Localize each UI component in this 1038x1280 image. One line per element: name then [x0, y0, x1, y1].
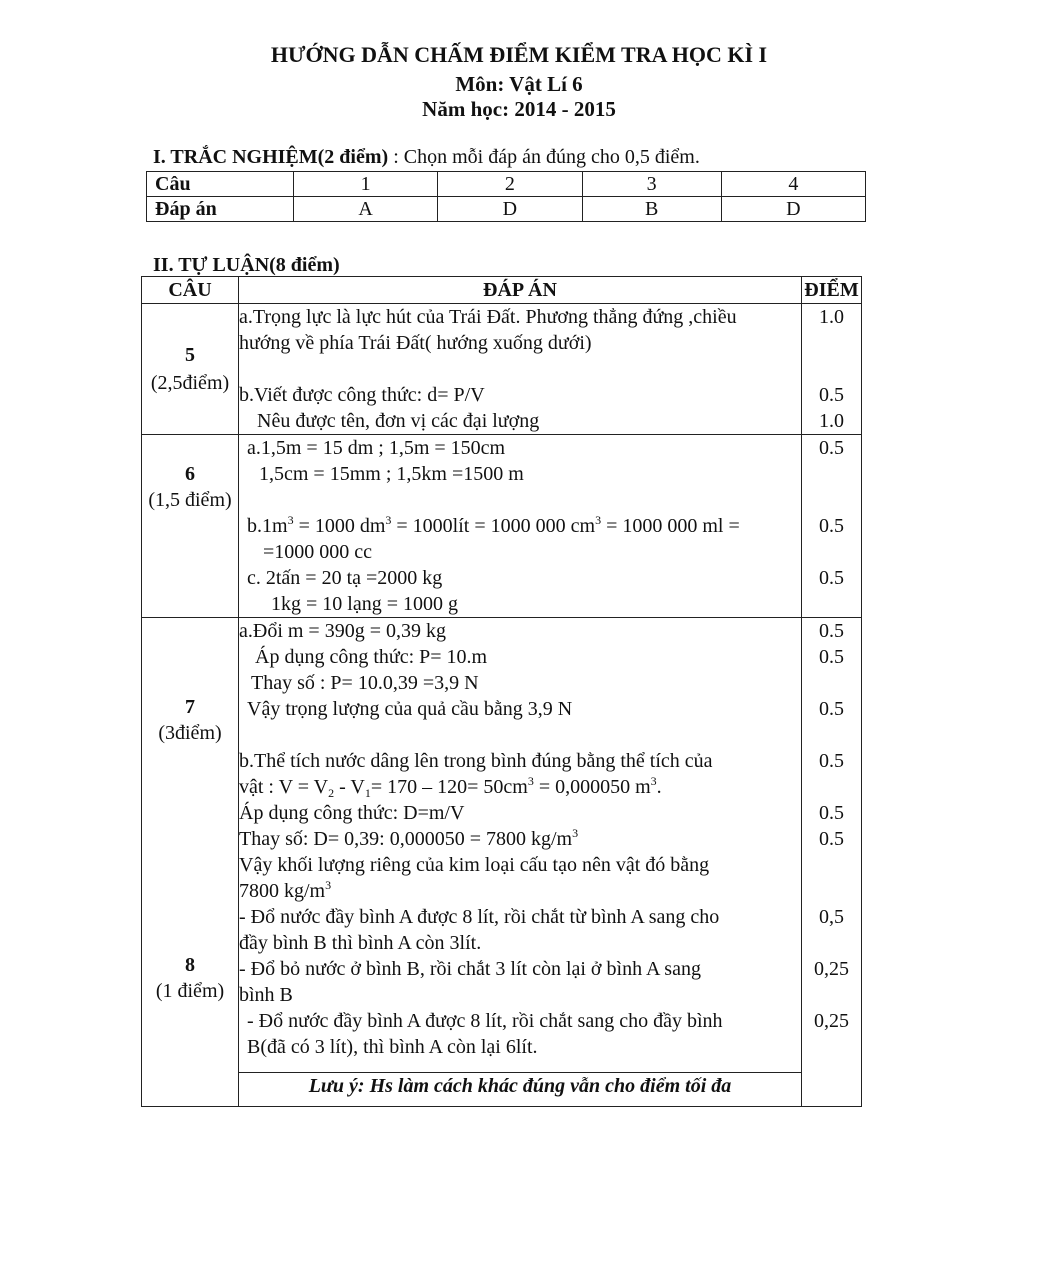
- answer-line: $b.1m^3 = 1000$ $dm^3$ = 1000lít = 1000 000 $cm^3 = 1000$ 000 ml =: [247, 513, 740, 537]
- question-points: (3điểm): [158, 722, 222, 744]
- question-5-row: [142, 304, 862, 435]
- answer-line: 7800 $kg/m^3$: [239, 878, 332, 902]
- point-value: 1.0: [819, 306, 844, 328]
- point-value: 0.5: [819, 698, 844, 720]
- point-value: 0.5: [819, 567, 844, 589]
- answer-line: 1kg = 10 lạng = 1000 g: [271, 593, 458, 615]
- point-value: 0,25: [814, 1010, 849, 1032]
- col-question-header: CÂU: [142, 277, 239, 304]
- point-value: 0.5: [819, 802, 844, 824]
- question-number: 5: [185, 344, 195, 366]
- essay-header-row: [142, 277, 862, 304]
- point-value: 0.5: [819, 828, 844, 850]
- subject-line: Môn: Vật Lí 6: [455, 72, 583, 96]
- grading-note: Lưu ý: Hs làm cách khác đúng vẫn cho điểm tối đa: [239, 1072, 801, 1099]
- answer-line: b.Viết được công thức: d= P/V: [239, 384, 485, 406]
- multiple-choice-table: [146, 171, 866, 222]
- answer-line: - Đổ nước đầy bình A được 8 lít, rồi chắt từ bình A sang cho: [239, 906, 720, 928]
- answer-line: - Đổ nước đầy bình A được 8 lít, rồi chắt sang cho đầy bình: [247, 1010, 723, 1032]
- question-7-8-answer: [239, 618, 802, 1107]
- mc-answer-label: Đáp án: [147, 197, 294, 222]
- question-7-8-row: [142, 618, 862, 1107]
- point-value: 0.5: [819, 646, 844, 668]
- question-5-answer: [239, 304, 802, 435]
- answer-line: a.Đổi m = 390g = 0,39 kg: [239, 620, 446, 642]
- point-value: 0.5: [819, 437, 844, 459]
- question-5-cell: [142, 304, 239, 435]
- mc-question-label: Câu: [147, 172, 294, 197]
- question-points: (1,5 điểm): [148, 489, 232, 511]
- section-1-note: : Chọn mỗi đáp án đúng cho 0,5 điểm.: [388, 146, 700, 168]
- answer-line: đầy bình B thì bình A còn 3lít.: [239, 932, 482, 954]
- answer-line: Vậy khối lượng riêng của kim loại cấu tạo nên vật đó bằng: [239, 854, 710, 876]
- answer-line: Áp dụng công thức: D=m/V: [239, 802, 465, 824]
- col-points-header: ĐIỂM: [802, 277, 862, 304]
- section-1-heading: [153, 146, 700, 169]
- answer-line: a.1,5m = 15 dm ; 1,5m = 150cm: [247, 437, 506, 459]
- mc-question-row: [147, 172, 866, 197]
- answer-line: =1000 000 cc: [263, 541, 373, 563]
- question-7-8-points: [802, 618, 862, 1107]
- mc-answer: B: [582, 197, 721, 222]
- answer-line: Vậy trọng lượng của quả cầu bằng 3,9 N: [247, 698, 573, 720]
- essay-table: [141, 276, 862, 1107]
- question-number: 6: [185, 463, 195, 485]
- question-6-cell: [142, 435, 239, 618]
- answer-line: Nêu được tên, đơn vị các đại lượng: [257, 410, 540, 432]
- mc-answer: D: [721, 197, 865, 222]
- question-5-points: [802, 304, 862, 435]
- answer-line: hướng về phía Trái Đất( hướng xuống dưới): [239, 332, 592, 354]
- point-value: 0.5: [819, 620, 844, 642]
- section-2-title: II. TỰ LUẬN(8 điểm): [153, 254, 340, 276]
- answer-line: - Đổ bỏ nước ở bình B, rồi chắt 3 lít còn lại ở bình A sang: [239, 958, 701, 980]
- mc-question-number: 4: [721, 172, 865, 197]
- answer-line: c. 2tấn = 20 tạ =2000 kg: [247, 567, 443, 589]
- mc-answer-row: [147, 197, 866, 222]
- question-6-row: [142, 435, 862, 618]
- point-value: 0.5: [819, 515, 844, 537]
- col-answer-header: ĐÁP ÁN: [239, 277, 802, 304]
- point-value: 0,5: [819, 906, 844, 928]
- point-value: 0,25: [814, 958, 849, 980]
- question-6-answer: [239, 435, 802, 618]
- answer-line: Áp dụng công thức: P= 10.m: [255, 646, 488, 668]
- answer-line: a.Trọng lực là lực hút của Trái Đất. Phương thẳng đứng ,chiều: [239, 306, 737, 328]
- section-1-title: I. TRẮC NGHIỆM(2 điểm): [153, 146, 389, 168]
- point-value: 0.5: [819, 750, 844, 772]
- mc-answer: A: [294, 197, 438, 222]
- point-value: 0.5: [819, 384, 844, 406]
- mc-question-number: 1: [294, 172, 438, 197]
- answer-line: 1,5cm = 15mm ; 1,5km =1500 m: [259, 463, 524, 485]
- question-number: 7: [185, 696, 195, 718]
- mc-question-number: 2: [438, 172, 582, 197]
- question-6-points: [802, 435, 862, 618]
- answer-line: B(đã có 3 lít), thì bình A còn lại 6lít.: [247, 1036, 538, 1058]
- point-value: 1.0: [819, 410, 844, 432]
- answer-line: Thay số: D= 0,39: 0,000050 = 7800 $kg/m^3$: [239, 826, 579, 850]
- answer-line: vật : $V = V_2 - V_1= 170 - 120= 50cm^3 = 0,000050$ $m^3$.: [239, 774, 662, 800]
- question-7-8-cell: [142, 618, 239, 1107]
- question-points: (1 điểm): [155, 980, 225, 1002]
- mc-question-number: 3: [582, 172, 721, 197]
- school-year-line: Năm học: 2014 - 2015: [422, 97, 616, 121]
- document-title: HƯỚNG DẪN CHẤM ĐIỂM KIỂM TRA HỌC KÌ I: [270, 42, 768, 67]
- answer-line: bình B: [239, 984, 293, 1006]
- mc-answer: D: [438, 197, 582, 222]
- answer-line: Thay số : P= 10.0,39 =3,9 N: [251, 672, 479, 694]
- answer-line: b.Thể tích nước dâng lên trong bình đúng bằng thể tích của: [239, 750, 713, 772]
- question-number: 8: [185, 954, 195, 976]
- question-points: (2,5điểm): [150, 372, 230, 394]
